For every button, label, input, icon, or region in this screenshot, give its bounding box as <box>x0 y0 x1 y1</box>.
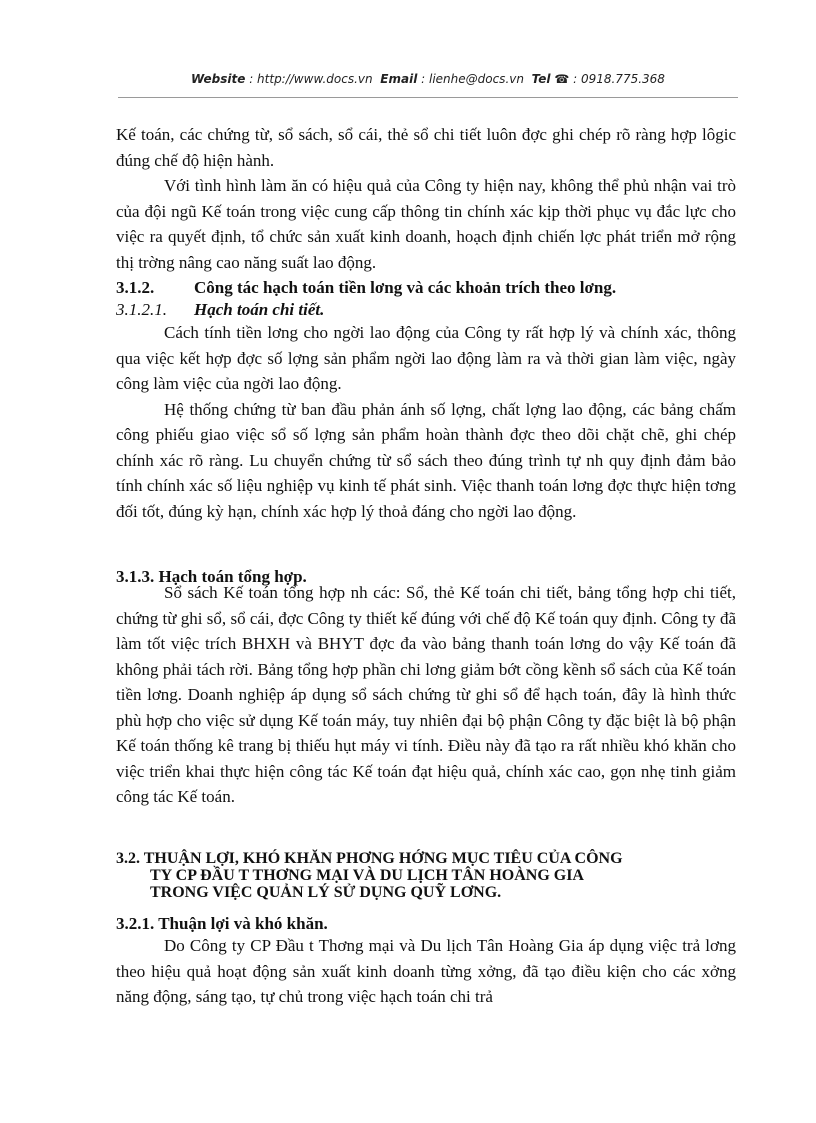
tel-label: Tel <box>531 72 551 86</box>
heading-3-1-3: 3.1.3. Hạch toán tổng hợp. <box>116 567 307 586</box>
heading-3-1-2-1: 3.1.2.1. Hạch toán chi tiết. <box>116 300 325 319</box>
paragraph-6: Do Công ty CP Đầu t Thơng mại và Du lịch Tân Hoàng Gia áp dụng việc trả lơng theo hiệu quả hoạt động sản xuất kinh doanh từng xởng, đã tạo điều kiện cho các xởng năng động, sáng tạo, tự chủ trong việc hạch toán chi trả <box>116 936 736 1006</box>
website-url[interactable]: http://www.docs.vn <box>257 72 373 86</box>
section-3-1-2 <box>116 277 736 321</box>
phone-icon: ☎ <box>554 72 570 86</box>
section-3-2-1 <box>116 913 736 935</box>
body-block-1 <box>116 122 736 275</box>
paragraph-5: Sổ sách Kế toán tổng hợp nh các: Sổ, thẻ Kế toán chi tiết, bảng tổng hợp chi tiết, chứng từ ghi sổ, sổ cái, đợc Công ty thiết kế đúng với chế độ Kế toán quy định. Công ty đã làm tốt việc trích BHXH và BHYT đợc đa vào bảng thanh toán lơng do vậy Kế toán đã không phải tách rời. Bảng tổng hợp phần chi lơng giảm bớt cồng kềnh sổ sách của Kế toán tiền lơng. Doanh nghiệp áp dụng sổ sách chứng từ ghi sổ để hạch toán, đây là hình thức phù hợp cho việc sử dụng Kế toán máy, tuy nhiên đại bộ phận Công ty đặc biệt là bộ phận Kế toán thống kê trang bị thiếu hụt máy vi tính. Điều này đã tạo ra rất nhiều khó khăn cho việc triển khai thực hiện công tác Kế toán đạt hiệu quả, chính xác cao, gọn nhẹ tinh giảm công tác Kế toán. <box>116 583 736 806</box>
paragraph-1: Kế toán, các chứng từ, sổ sách, sổ cái, thẻ sổ chi tiết luôn đợc ghi chép rõ ràng hợp lôgic đúng chế độ hiện hành. <box>116 125 736 170</box>
tel-value: : 0918.775.368 <box>569 72 665 86</box>
heading-3-2-1: 3.2.1. Thuận lợi và khó khăn. <box>116 914 328 933</box>
paragraph-4: Hệ thống chứng từ ban đầu phản ánh số lợng, chất lợng lao động, các bảng chấm công phiếu giao việc sổ số lợng sản phẩm hoàn thành đợc theo dõi chặt chẽ, ghi chép chính xác rõ ràng. Lu chuyển chứng từ sổ sách theo đúng trình tự nh quy định đảm bảo tính chính xác số liệu nghiệp vụ kinh tế phát sinh. Việc thanh toán lơng đợc thực hiện tơng đối tốt, đúng kỳ hạn, chính xác hợp lý thoả đáng cho ngời lao động. <box>116 399 736 521</box>
page-header: Website : http://www.docs.vn Email : lienhe@docs.vn Tel ☎ : 0918.775.368 <box>191 72 665 86</box>
body-block-3 <box>116 580 736 810</box>
paragraph-3: Cách tính tiền lơng cho ngời lao động của Công ty rất hợp lý và chính xác, thông qua việc kết hợp đợc số lợng sản phẩm ngời lao động làm ra và thời gian làm việc, ngày công làm việc của ngời lao động. <box>116 323 736 393</box>
paragraph-2: Với tình hình làm ăn có hiệu quả của Công ty hiện nay, không thể phủ nhận vai trò của đội ngũ Kế toán trong việc cung cấp thông tin chính xác kịp thời phục vụ đắc lực cho việc ra quyết định, tổ chức sản xuất kinh doanh, hoạch định chiến lợc phát triển mở rộng thị trờng nâng cao năng suất lao động. <box>116 176 736 272</box>
heading-3-2: 3.2. THUẬN LỢI, KHÓ KHĂN PHƠNG HỚNG MỤC TIÊU CỦA CÔNG TY CP ĐẦU T THƠNG MẠI VÀ DU LỊCH TÂN HOÀNG GIA TRONG VIỆC QUẢN LÝ SỬ DỤNG QUỸ LƠNG. <box>116 850 623 901</box>
body-block-2 <box>116 320 736 524</box>
website-label: Website <box>191 72 246 86</box>
email-value[interactable]: lienhe@docs.vn <box>428 72 524 86</box>
email-label: Email <box>380 72 418 86</box>
body-block-4 <box>116 933 736 1010</box>
heading-3-1-2: 3.1.2. Công tác hạch toán tiền lơng và các khoản trích theo lơng. <box>116 278 617 297</box>
section-3-2 <box>116 850 736 901</box>
header-divider <box>118 97 738 98</box>
